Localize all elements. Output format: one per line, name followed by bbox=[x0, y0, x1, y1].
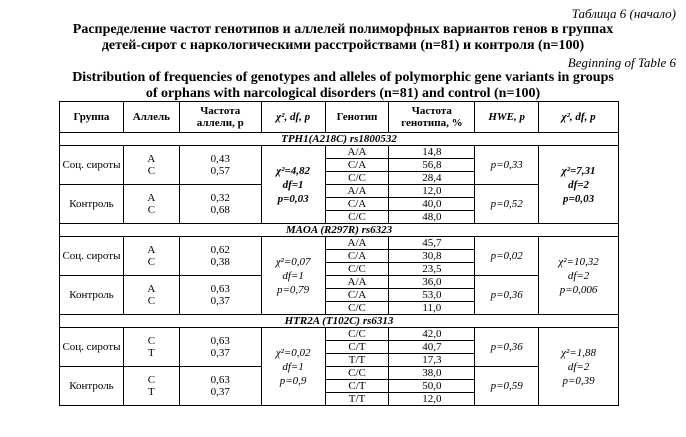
chi-genotype-cell bbox=[539, 237, 619, 315]
allele-value: T bbox=[148, 386, 155, 398]
col-allele: Аллель bbox=[123, 102, 179, 133]
chi-allele-value: df=1 bbox=[282, 360, 304, 373]
genotype-cell: C/A bbox=[325, 198, 389, 211]
allele-freq-cell bbox=[179, 328, 261, 367]
table-row bbox=[60, 237, 619, 250]
chi-allele-cell bbox=[261, 328, 325, 406]
genotype-freq-cell: 48,0 bbox=[389, 211, 475, 224]
genotype-table bbox=[59, 101, 619, 406]
genotype-freq-cell: 17,3 bbox=[389, 354, 475, 367]
genotype-freq-cell: 14,8 bbox=[389, 146, 475, 159]
chi-allele-cell bbox=[261, 237, 325, 315]
en-title-line-2: of orphans with narcological disorders (n=81) and control (n=100) bbox=[145, 86, 541, 101]
chi-allele-value: p=0,9 bbox=[279, 374, 307, 387]
en-title-line-1: Distribution of frequencies of genotypes and alleles of polymorphic gene variants in groups bbox=[72, 70, 614, 85]
section-row bbox=[60, 224, 619, 237]
allele-freq-cell bbox=[179, 367, 261, 406]
chi-allele-value: χ²=0,02 bbox=[275, 346, 311, 359]
table-row bbox=[60, 185, 619, 198]
chi-allele-value: χ²=0,07 bbox=[275, 255, 311, 268]
allele-freq-cell bbox=[179, 185, 261, 224]
genotype-cell: C/A bbox=[325, 159, 389, 172]
genotype-freq-cell: 36,0 bbox=[389, 276, 475, 289]
col-group: Группа bbox=[60, 102, 124, 133]
genotype-cell: C/C bbox=[325, 172, 389, 185]
chi-genotype-value: χ²=7,31 bbox=[561, 164, 596, 177]
en-table-label: Beginning of Table 6 bbox=[567, 55, 676, 70]
allele-value: A bbox=[147, 153, 156, 165]
genotype-freq-cell: 12,0 bbox=[389, 393, 475, 406]
genotype-freq-cell: 38,0 bbox=[389, 367, 475, 380]
genotype-cell: C/A bbox=[325, 289, 389, 302]
allele-value: C bbox=[147, 165, 156, 177]
table-row bbox=[60, 328, 619, 341]
table-row bbox=[60, 146, 619, 159]
col-allele-freq: Частота аллели, р bbox=[179, 102, 261, 133]
allele-freq-value: 0,63 bbox=[210, 374, 230, 386]
allele-freq-value: 0,32 bbox=[210, 192, 230, 204]
allele-cell bbox=[123, 276, 179, 315]
allele-freq-value: 0,62 bbox=[210, 244, 230, 256]
chi-allele-value: χ²=4,82 bbox=[276, 164, 311, 177]
genotype-cell: T/T bbox=[325, 354, 389, 367]
hwe-cell: p=0,36 bbox=[475, 328, 539, 367]
allele-freq-value: 0,38 bbox=[210, 256, 230, 268]
allele-value: A bbox=[147, 244, 156, 256]
section-title: MAOA (R297R) rs6323 bbox=[60, 224, 619, 237]
chi-genotype-value: χ²=1,88 bbox=[561, 346, 596, 359]
group-label: Соц. сироты bbox=[60, 328, 124, 367]
allele-freq-value: 0,63 bbox=[210, 335, 230, 347]
ru-title-line-2: детей-сирот с наркологическими расстройствами (n=81) и контроля (n=100) bbox=[101, 38, 585, 53]
chi-genotype-value: df=2 bbox=[567, 360, 590, 373]
group-label: Соц. сироты bbox=[60, 237, 124, 276]
genotype-cell: C/C bbox=[325, 302, 389, 315]
chi-genotype-cell bbox=[539, 328, 619, 406]
allele-freq-value: 0,43 bbox=[210, 153, 230, 165]
allele-freq-value: 0,57 bbox=[210, 165, 230, 177]
section-title: TPH1(A218C) rs1800532 bbox=[60, 133, 619, 146]
genotype-freq-cell: 56,8 bbox=[389, 159, 475, 172]
chi-allele-cell bbox=[261, 146, 325, 224]
allele-freq-cell bbox=[179, 237, 261, 276]
allele-freq-value: 0,37 bbox=[210, 386, 230, 398]
allele-freq-value: 0,37 bbox=[210, 295, 230, 307]
genotype-freq-cell: 28,4 bbox=[389, 172, 475, 185]
col-chi-allele: χ², df, p bbox=[261, 102, 325, 133]
hwe-cell: p=0,33 bbox=[475, 146, 539, 185]
chi-allele-value: df=1 bbox=[282, 178, 304, 191]
genotype-cell: C/T bbox=[325, 380, 389, 393]
genotype-freq-cell: 53,0 bbox=[389, 289, 475, 302]
allele-freq-cell bbox=[179, 146, 261, 185]
genotype-freq-cell: 40,0 bbox=[389, 198, 475, 211]
col-genotype: Генотип bbox=[325, 102, 389, 133]
allele-value: C bbox=[147, 374, 156, 386]
table-body bbox=[60, 133, 619, 406]
allele-cell bbox=[123, 367, 179, 406]
allele-cell bbox=[123, 237, 179, 276]
allele-freq-cell bbox=[179, 276, 261, 315]
genotype-cell: C/C bbox=[325, 211, 389, 224]
allele-value: C bbox=[147, 256, 156, 268]
ru-table-label: Таблица 6 (начало) bbox=[571, 6, 676, 21]
chi-allele-value: df=1 bbox=[282, 269, 304, 282]
col-chi-genotype: χ², df, p bbox=[539, 102, 619, 133]
chi-genotype-value: p=0,39 bbox=[562, 374, 595, 387]
chi-genotype-value: df=2 bbox=[567, 269, 590, 282]
genotype-cell: T/T bbox=[325, 393, 389, 406]
genotype-freq-cell: 11,0 bbox=[389, 302, 475, 315]
ru-title-line-1: Распределение частот генотипов и аллелей полиморфных вариантов генов в группах bbox=[72, 22, 614, 37]
allele-value: C bbox=[147, 204, 156, 216]
group-label: Контроль bbox=[60, 276, 124, 315]
section-title: HTR2A (T102C) rs6313 bbox=[60, 315, 619, 328]
allele-freq-value: 0,63 bbox=[210, 283, 230, 295]
hwe-cell: p=0,36 bbox=[475, 276, 539, 315]
col-hwe: HWE, p bbox=[475, 102, 539, 133]
genotype-freq-cell: 50,0 bbox=[389, 380, 475, 393]
table-row bbox=[60, 276, 619, 289]
allele-freq-value: 0,68 bbox=[210, 204, 230, 216]
genotype-cell: C/C bbox=[325, 328, 389, 341]
allele-cell bbox=[123, 185, 179, 224]
group-label: Контроль bbox=[60, 367, 124, 406]
chi-genotype-value: df=2 bbox=[568, 178, 590, 191]
group-label: Контроль bbox=[60, 185, 124, 224]
genotype-freq-cell: 30,8 bbox=[389, 250, 475, 263]
hwe-cell: p=0,59 bbox=[475, 367, 539, 406]
group-label: Соц. сироты bbox=[60, 146, 124, 185]
allele-value: T bbox=[148, 347, 155, 359]
genotype-cell: A/A bbox=[325, 185, 389, 198]
genotype-cell: C/C bbox=[325, 263, 389, 276]
genotype-freq-cell: 45,7 bbox=[389, 237, 475, 250]
allele-freq-value: 0,37 bbox=[210, 347, 230, 359]
genotype-freq-cell: 23,5 bbox=[389, 263, 475, 276]
chi-allele-value: p=0,79 bbox=[277, 283, 310, 296]
allele-value: A bbox=[147, 192, 156, 204]
chi-allele-value: p=0,03 bbox=[277, 192, 309, 205]
allele-value: C bbox=[147, 295, 156, 307]
allele-value: A bbox=[147, 283, 156, 295]
hwe-cell: p=0,52 bbox=[475, 185, 539, 224]
genotype-cell: A/A bbox=[325, 276, 389, 289]
genotype-cell: C/A bbox=[325, 250, 389, 263]
table-row bbox=[60, 367, 619, 380]
chi-genotype-value: χ²=10,32 bbox=[558, 255, 599, 268]
allele-value: C bbox=[147, 335, 156, 347]
genotype-freq-cell: 40,7 bbox=[389, 341, 475, 354]
section-row bbox=[60, 133, 619, 146]
genotype-cell: A/A bbox=[325, 146, 389, 159]
chi-genotype-value: p=0,006 bbox=[559, 283, 598, 296]
genotype-cell: A/A bbox=[325, 237, 389, 250]
allele-cell bbox=[123, 328, 179, 367]
chi-genotype-cell bbox=[539, 146, 619, 224]
section-row bbox=[60, 315, 619, 328]
genotype-freq-cell: 42,0 bbox=[389, 328, 475, 341]
genotype-cell: C/T bbox=[325, 341, 389, 354]
genotype-cell: C/C bbox=[325, 367, 389, 380]
chi-genotype-value: p=0,03 bbox=[563, 192, 595, 205]
col-genotype-freq: Частота генотипа, % bbox=[389, 102, 475, 133]
hwe-cell: p=0,02 bbox=[475, 237, 539, 276]
allele-cell bbox=[123, 146, 179, 185]
genotype-freq-cell: 12,0 bbox=[389, 185, 475, 198]
